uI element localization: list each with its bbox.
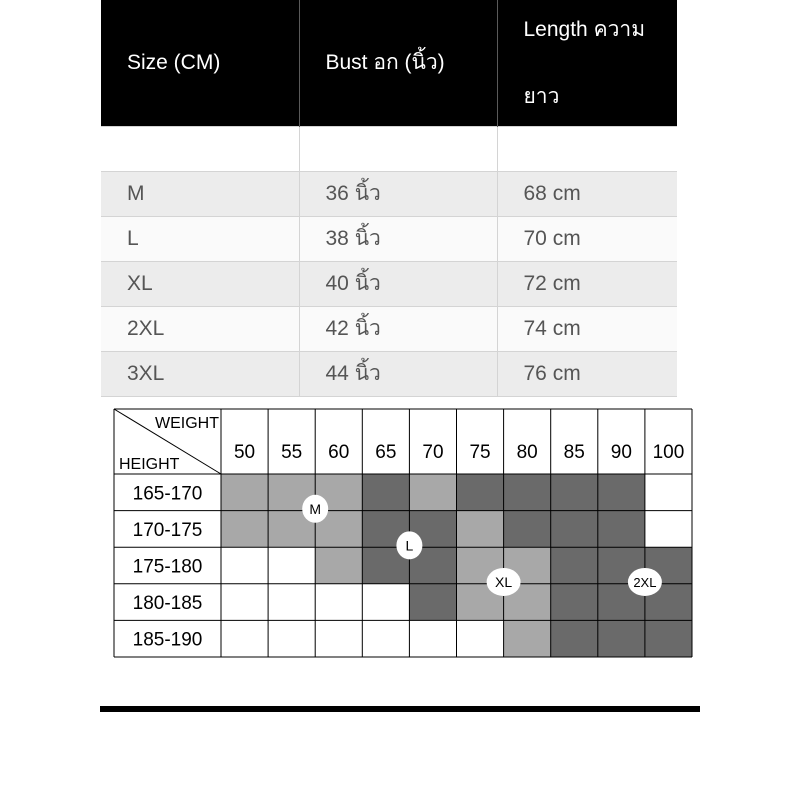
bust-cell: 38 นิ้ว	[299, 216, 497, 261]
grid-cell	[457, 474, 504, 511]
grid-cell	[221, 547, 268, 584]
size-table	[101, 0, 677, 397]
table-row	[101, 216, 677, 261]
spacer-cell	[299, 126, 497, 171]
grid-cell	[504, 511, 551, 548]
grid-cell	[598, 511, 645, 548]
grid-cell	[504, 474, 551, 511]
weight-header: 75	[469, 442, 491, 463]
grid-cell	[315, 547, 362, 584]
weight-header: 100	[652, 442, 685, 463]
length-cell: 68 cm	[497, 171, 677, 216]
bust-cell: 42 นิ้ว	[299, 306, 497, 351]
length-cell: 74 cm	[497, 306, 677, 351]
grid-cell	[551, 584, 598, 621]
weight-header: 70	[422, 442, 444, 463]
size-cell: L	[101, 216, 299, 261]
grid-cell	[457, 620, 504, 657]
grid-cell	[362, 474, 409, 511]
grid-cell	[268, 620, 315, 657]
size-cell: XL	[101, 261, 299, 306]
grid-cell	[268, 547, 315, 584]
length-cell: 70 cm	[497, 216, 677, 261]
bust-cell: 36 นิ้ว	[299, 171, 497, 216]
table-row	[101, 171, 677, 216]
table-row	[101, 306, 677, 351]
size-bubble-label: L	[405, 537, 414, 554]
height-label: 170-175	[132, 519, 203, 541]
bust-header: Bust อก (นิ้ว)	[299, 0, 497, 126]
weight-header: 80	[516, 442, 538, 463]
spacer-cell	[497, 126, 677, 171]
grid-cell	[504, 620, 551, 657]
grid-cell	[551, 511, 598, 548]
length-cell: 76 cm	[497, 351, 677, 396]
size-bubble-label: XL	[495, 573, 513, 590]
grid-cell	[551, 620, 598, 657]
weight-header: 60	[328, 442, 350, 463]
size-header: Size (CM)	[101, 0, 299, 126]
grid-cell	[221, 620, 268, 657]
grid-cell	[598, 474, 645, 511]
grid-cell	[362, 584, 409, 621]
grid-cell	[268, 584, 315, 621]
size-cell: 3XL	[101, 351, 299, 396]
spacer-cell	[101, 126, 299, 171]
height-label: 185-190	[132, 629, 203, 651]
grid-cell	[221, 474, 268, 511]
grid-cell	[221, 584, 268, 621]
length-header-line2: ยาว	[523, 84, 560, 108]
size-cell: M	[101, 171, 299, 216]
table-row	[101, 261, 677, 306]
size-table-header-row	[101, 0, 677, 126]
grid-cell	[598, 620, 645, 657]
grid-cell	[221, 511, 268, 548]
grid-cell	[315, 584, 362, 621]
corner-weight-label: WEIGHT	[155, 415, 219, 432]
grid-cell	[409, 620, 456, 657]
length-header	[497, 0, 677, 126]
grid-cell	[362, 620, 409, 657]
size-grid-svg	[114, 409, 692, 657]
grid-cell	[409, 474, 456, 511]
corner-height-label: HEIGHT	[119, 456, 180, 473]
height-label: 165-170	[132, 483, 203, 505]
weight-header: 55	[281, 442, 303, 463]
table-row	[101, 351, 677, 396]
length-header-line1: Length ความ	[523, 17, 646, 41]
grid-cell	[645, 511, 692, 548]
weight-header: 50	[233, 442, 256, 463]
spacer-row	[101, 126, 677, 171]
bust-cell: 40 นิ้ว	[299, 261, 497, 306]
height-label: 180-185	[132, 593, 203, 615]
size-bubble-label: 2XL	[633, 574, 657, 590]
bottom-rule	[100, 706, 700, 712]
length-cell: 72 cm	[497, 261, 677, 306]
grid-cell	[645, 620, 692, 657]
height-label: 175-180	[132, 556, 203, 578]
grid-cell	[551, 474, 598, 511]
size-cell: 2XL	[101, 306, 299, 351]
grid-cell	[315, 620, 362, 657]
bust-cell: 44 นิ้ว	[299, 351, 497, 396]
grid-cell	[457, 511, 504, 548]
grid-cell	[645, 474, 692, 511]
grid-cell	[409, 584, 456, 621]
weight-header: 90	[610, 442, 632, 463]
size-grid	[114, 409, 692, 657]
weight-header: 85	[563, 442, 585, 463]
weight-header: 65	[375, 442, 397, 463]
size-bubble-label: M	[309, 500, 322, 517]
grid-cell	[551, 547, 598, 584]
